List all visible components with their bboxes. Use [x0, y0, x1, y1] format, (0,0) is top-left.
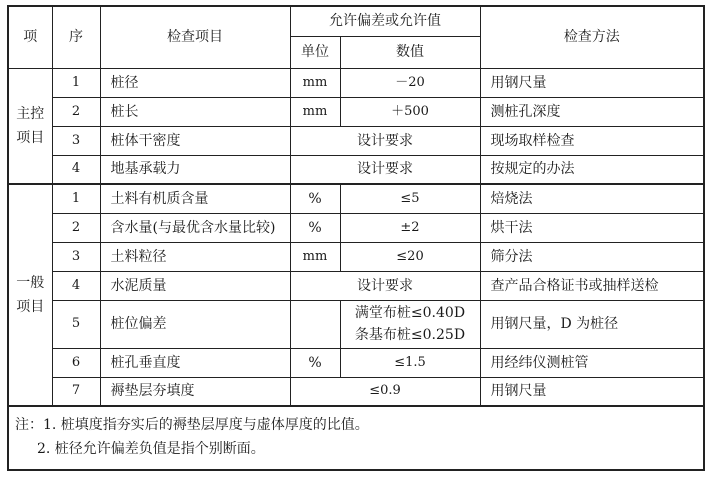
row-method: 用经纬仪测桩管 — [480, 348, 704, 377]
table-row — [8, 184, 704, 213]
group-main — [8, 68, 52, 184]
row-seq: 1 — [52, 184, 100, 213]
row-item: 地基承载力 — [100, 155, 290, 184]
group-general — [8, 184, 52, 406]
row-item: 桩位偏差 — [100, 300, 290, 348]
row-value: ≤1.5 — [340, 348, 480, 377]
table-row — [8, 242, 704, 271]
row-seq: 7 — [52, 377, 100, 406]
row-unit-empty — [290, 300, 340, 348]
row-value: ≤5 — [340, 184, 480, 213]
row-item: 土料有机质含量 — [100, 184, 290, 213]
note-1: 注：1. 桩填度指夯实后的褥垫层厚度与虚体厚度的比值。 — [15, 417, 369, 433]
row-method: 用钢尺量 — [480, 377, 704, 406]
row-seq: 3 — [52, 126, 100, 155]
row-unit: % — [290, 348, 340, 377]
header-unit: 单位 — [290, 36, 340, 68]
table-row — [8, 377, 704, 406]
value-line-full: 满堂布桩≤0.40D — [354, 305, 466, 321]
inspection-table — [7, 5, 705, 471]
row-value: ≤20 — [340, 242, 480, 271]
notes — [8, 406, 704, 470]
row-unit: mm — [290, 68, 340, 97]
group-general-label: 一般项目 — [16, 275, 45, 315]
value-line-strip: 条基布桩≤0.25D — [354, 327, 466, 343]
row-value: ±2 — [340, 213, 480, 242]
header-allowance: 允许偏差或允许值 — [290, 6, 480, 36]
row-seq: 5 — [52, 300, 100, 348]
row-method: 焙烧法 — [480, 184, 704, 213]
table-row — [8, 271, 704, 300]
row-unit: mm — [290, 97, 340, 126]
row-value: －20 — [340, 68, 480, 97]
row-value: 设计要求 — [290, 126, 480, 155]
table-row — [8, 126, 704, 155]
row-method: 烘干法 — [480, 213, 704, 242]
row-unit: % — [290, 184, 340, 213]
row-item: 桩径 — [100, 68, 290, 97]
row-item: 土料粒径 — [100, 242, 290, 271]
header-row — [8, 6, 704, 36]
table-row — [8, 300, 704, 348]
table-row — [8, 213, 704, 242]
table-row — [8, 348, 704, 377]
row-value — [340, 300, 480, 348]
row-seq: 4 — [52, 271, 100, 300]
row-item: 含水量(与最优含水量比较) — [100, 213, 290, 242]
row-value: 设计要求 — [290, 155, 480, 184]
row-method: 按规定的办法 — [480, 155, 704, 184]
row-item: 水泥质量 — [100, 271, 290, 300]
row-seq: 2 — [52, 97, 100, 126]
row-item: 褥垫层夯填度 — [100, 377, 290, 406]
row-seq: 2 — [52, 213, 100, 242]
row-seq: 1 — [52, 68, 100, 97]
row-value: ＋500 — [340, 97, 480, 126]
table-row — [8, 97, 704, 126]
row-unit: % — [290, 213, 340, 242]
row-method: 用钢尺量 — [480, 68, 704, 97]
row-method: 现场取样检查 — [480, 126, 704, 155]
notes-row — [8, 406, 704, 470]
header-item: 项 — [8, 6, 52, 68]
table-row — [8, 68, 704, 97]
row-item: 桩长 — [100, 97, 290, 126]
header-method: 检查方法 — [480, 6, 704, 68]
row-method: 查产品合格证书或抽样送检 — [480, 271, 704, 300]
row-value: ≤0.9 — [290, 377, 480, 406]
row-seq: 6 — [52, 348, 100, 377]
row-unit: mm — [290, 242, 340, 271]
row-method: 测桩孔深度 — [480, 97, 704, 126]
header-check-item: 检查项目 — [100, 6, 290, 68]
row-seq: 4 — [52, 155, 100, 184]
row-value: 设计要求 — [290, 271, 480, 300]
row-method: 用钢尺量，D 为桩径 — [480, 300, 704, 348]
row-method: 筛分法 — [480, 242, 704, 271]
group-main-label: 主控项目 — [16, 105, 45, 146]
row-item: 桩体干密度 — [100, 126, 290, 155]
row-item: 桩孔垂直度 — [100, 348, 290, 377]
table-row — [8, 155, 704, 184]
note-2: 2. 桩径允许偏差负值是指个别断面。 — [37, 441, 265, 457]
header-value: 数值 — [340, 36, 480, 68]
row-seq: 3 — [52, 242, 100, 271]
header-seq: 序 — [52, 6, 100, 68]
